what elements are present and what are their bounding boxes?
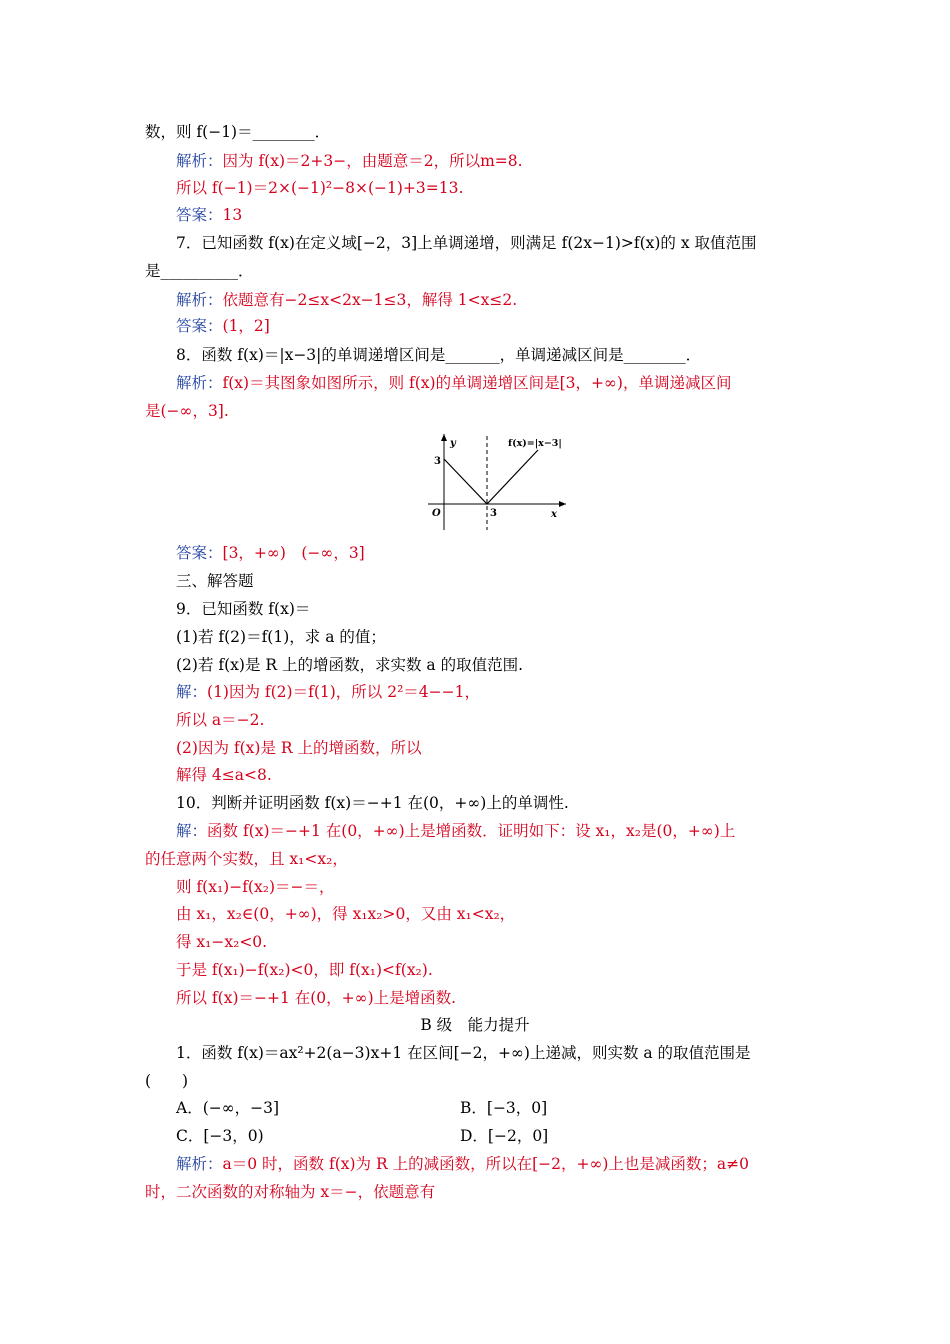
line-20: 解得 4≤a<8. <box>176 766 272 784</box>
answer-text: [3，+∞) (−∞，3] <box>222 544 365 562</box>
line-3: 所以 f(−1)＝2×(−1)²−8×(−1)+3=13. <box>176 179 464 197</box>
line-21: 10．判断并证明函数 f(x)＝−+1 在(0，+∞)上的单调性. <box>176 794 569 812</box>
y-axis-label: y <box>450 438 456 449</box>
level-b-heading: B 级 能力提升 <box>420 1016 530 1034</box>
analysis-label: 解析： <box>176 374 223 392</box>
line-9: 8．函数 f(x)＝|x−3|的单调递增区间是_______，单调递减区间是________． <box>176 346 702 364</box>
line-12 <box>176 542 365 564</box>
analysis-text: 依题意有−2≤x<2x−1≤3，解得 1<x≤2. <box>222 291 518 309</box>
answer-label: 答案： <box>176 317 223 335</box>
solution-text: 函数 f(x)＝−+1 在(0，+∞)上是增函数．证明如下：设 x₁，x₂是(0，+∞)上 <box>207 822 736 840</box>
line-16: (2)若 f(x)是 R 上的增函数，求实数 a 的取值范围. <box>176 656 524 674</box>
option-b: B．[−3，0] <box>460 1099 548 1117</box>
option-d: D．[−2，0] <box>460 1127 549 1145</box>
line-7 <box>176 289 517 311</box>
line-15: (1)若 f(2)＝f(1)，求 a 的值； <box>176 628 386 646</box>
answer-label: 答案： <box>176 544 223 562</box>
analysis-text: 因为 f(x)＝2+3−，由题意＝2，所以m=8. <box>222 152 523 170</box>
line-19: (2)因为 f(x)是 R 上的增函数，所以 <box>176 739 422 757</box>
line-27: 于是 f(x₁)−f(x₂)<0，即 f(x₁)<f(x₂). <box>176 961 433 979</box>
line-8 <box>176 315 270 337</box>
line-1: 数，则 f(−1)＝________． <box>145 123 331 141</box>
line-34 <box>176 1153 749 1175</box>
origin-label: O <box>432 508 441 519</box>
section-heading: 三、解答题 <box>176 572 254 590</box>
answer-text: 13 <box>222 206 243 224</box>
solution-label: 解： <box>176 822 208 840</box>
analysis-label: 解析： <box>176 1155 223 1173</box>
function-curve <box>444 450 538 504</box>
line-26: 得 x₁−x₂<0. <box>176 933 268 951</box>
line-28: 所以 f(x)＝−+1 在(0，+∞)上是增函数. <box>176 989 457 1007</box>
x-axis-arrow <box>559 501 566 507</box>
line-18: 所以 a＝−2. <box>176 711 265 729</box>
y-axis-arrow <box>441 434 447 441</box>
line-22 <box>176 820 735 842</box>
solution-label: 解： <box>176 683 208 701</box>
line-11: 是(−∞，3]. <box>145 402 229 420</box>
line-24: 则 f(x₁)−f(x₂)＝−＝， <box>176 878 335 896</box>
y-tick-label: 3 <box>434 456 441 467</box>
answer-label: 答案： <box>176 206 223 224</box>
abs-function-graph <box>418 428 570 532</box>
line-30: 1．函数 f(x)＝ax²+2(a−3)x+1 在区间[−2，+∞)上递减，则实数 a 的取值范围是 <box>176 1044 751 1062</box>
analysis-label: 解析： <box>176 152 223 170</box>
line-2 <box>176 150 523 172</box>
line-31: ( ) <box>145 1072 189 1090</box>
line-25: 由 x₁，x₂∈(0，+∞)，得 x₁x₂>0，又由 x₁<x₂， <box>176 905 516 923</box>
line-6: 是__________． <box>145 262 254 280</box>
line-10 <box>176 372 731 394</box>
line-23: 的任意两个实数，且 x₁<x₂， <box>145 850 348 868</box>
solution-text: (1)因为 f(2)＝f(1)，所以 2²＝4−−1， <box>207 683 480 701</box>
line-4 <box>176 204 242 226</box>
line-14: 9．已知函数 f(x)＝ <box>176 600 311 618</box>
line-35: 时，二次函数的对称轴为 x＝−，依题意有 <box>145 1183 436 1201</box>
function-label: f(x)=|x−3| <box>508 438 562 449</box>
analysis-label: 解析： <box>176 291 223 309</box>
x-axis-label: x <box>551 509 557 520</box>
answer-text: (1，2] <box>222 317 270 335</box>
option-c: C．[−3，0) <box>176 1127 264 1145</box>
x-tick-label: 3 <box>490 508 497 519</box>
line-17 <box>176 681 480 703</box>
analysis-text: a＝0 时，函数 f(x)为 R 上的减函数，所以在[−2，+∞)上也是减函数；a≠0 <box>222 1155 750 1173</box>
analysis-text: f(x)＝其图象如图所示，则 f(x)的单调递增区间是[3，+∞)，单调递减区间 <box>222 374 732 392</box>
line-5: 7．已知函数 f(x)在定义域[−2，3]上单调递增，则满足 f(2x−1)>f(x)的 x 取值范围 <box>176 234 757 252</box>
option-a: A．(−∞，−3] <box>176 1099 280 1117</box>
